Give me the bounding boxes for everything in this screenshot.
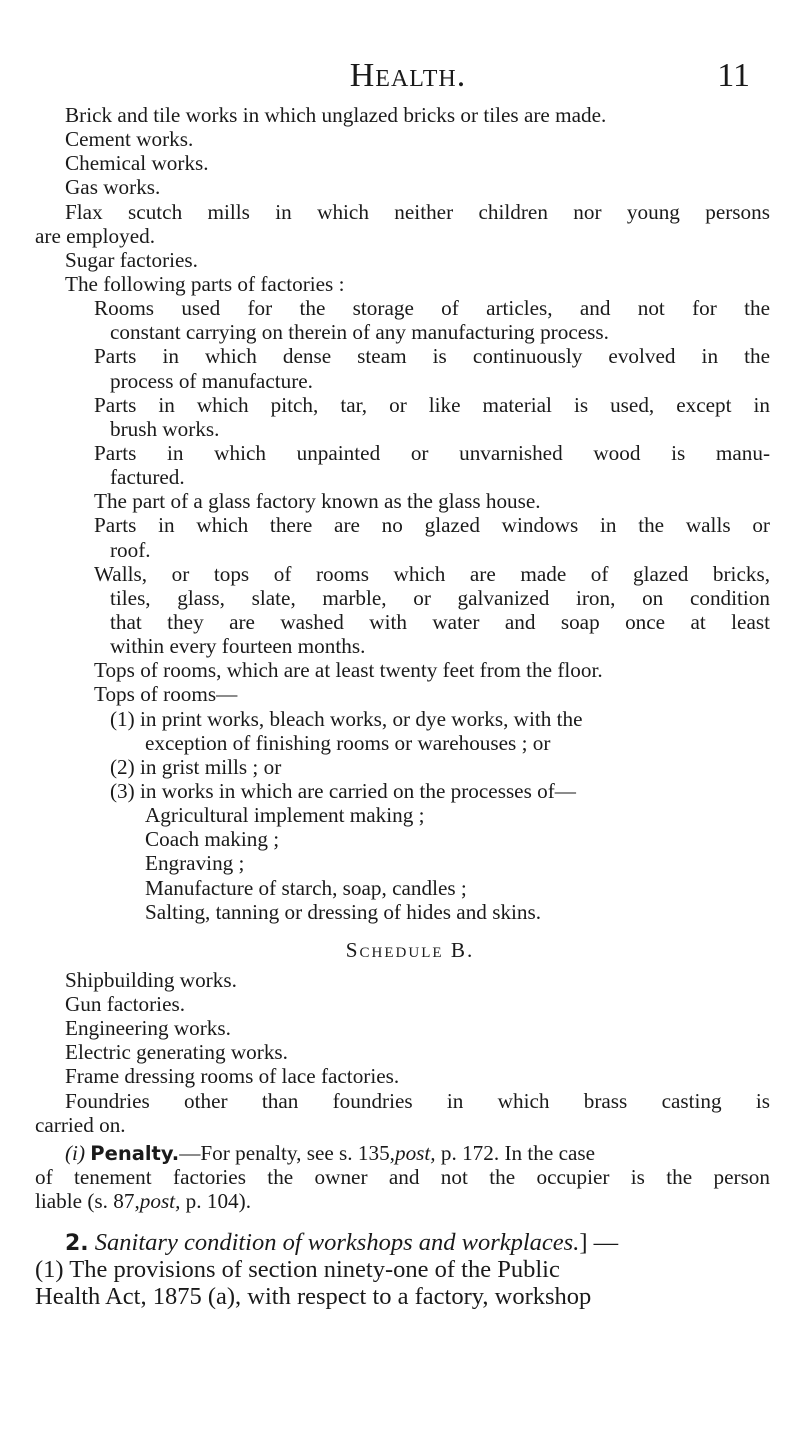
- text-line: within every fourteen months.: [110, 634, 366, 659]
- post-reference: post,: [394, 1140, 436, 1165]
- text-line: Rooms used for the storage of articles, and not for the: [94, 296, 770, 321]
- penalty-marker: (i): [65, 1140, 85, 1165]
- penalty-text: liable (s. 87,: [35, 1189, 140, 1214]
- text-line: Manufacture of starch, soap, candles ;: [145, 875, 467, 900]
- text-line: Engineering works.: [65, 1016, 231, 1041]
- penalty-line-3: [0, 1189, 800, 1213]
- running-title: Health.: [349, 57, 467, 94]
- penalty-text: p. 104).: [185, 1189, 251, 1214]
- post-reference: post,: [139, 1189, 181, 1214]
- text-line: tiles, glass, slate, marble, or galvanized iron, on condition: [110, 585, 770, 610]
- text-line: Health Act, 1875 (a), with respect to a factory, workshop: [35, 1283, 592, 1311]
- text-line: that they are washed with water and soap once at least: [110, 609, 770, 634]
- text-line: Flax scutch mills in which neither children nor young persons: [65, 199, 770, 224]
- text-line: Parts in which there are no glazed windows in the walls or: [94, 513, 770, 538]
- section-title-end: ] —: [579, 1229, 619, 1257]
- text-line: Agricultural implement making ;: [145, 803, 425, 828]
- penalty-text: p. 172. In the case: [440, 1140, 596, 1165]
- text-line: Cement works.: [65, 127, 194, 152]
- text-line: Tops of rooms—: [94, 682, 238, 707]
- text-line: roof.: [110, 537, 151, 562]
- text-line: Coach making ;: [145, 827, 280, 852]
- text-line: are employed.: [35, 223, 156, 248]
- text-line: exception of finishing rooms or warehouses ; or: [145, 730, 551, 755]
- text-line: Salting, tanning or dressing of hides and skins.: [145, 899, 542, 924]
- text-line: Shipbuilding works.: [65, 967, 237, 992]
- body-text: [0, 103, 800, 1310]
- penalty-line-1: [0, 1141, 800, 1165]
- text-line: (2) in grist mills ; or: [110, 754, 282, 779]
- text-line: carried on.: [35, 1112, 126, 1137]
- penalty-label: Penalty.: [90, 1141, 180, 1165]
- section-2-heading: [0, 1229, 800, 1256]
- text-line: (3) in works in which are carried on the processes of—: [110, 778, 576, 803]
- section-number: 2.: [65, 1231, 89, 1257]
- section-2: [0, 1229, 800, 1310]
- text-line: Gun factories.: [65, 992, 186, 1017]
- page-number: 11: [717, 57, 750, 94]
- text-line: Brick and tile works in which unglazed bricks or tiles are made.: [65, 103, 607, 127]
- text-line: Frame dressing rooms of lace factories.: [65, 1064, 400, 1089]
- text-line: Walls, or tops of rooms which are made of glazed bricks,: [94, 561, 770, 586]
- text-line: brush works.: [110, 416, 220, 441]
- text-line: (1) The provisions of section ninety-one of the Public: [35, 1256, 560, 1284]
- text-line: of tenement factories the owner and not the occupier is the person: [35, 1165, 770, 1190]
- text-line: Electric generating works.: [65, 1040, 288, 1065]
- text-line: Sugar factories.: [65, 247, 198, 272]
- running-header: [0, 56, 800, 96]
- text-line: Tops of rooms, which are at least twenty feet from the floor.: [94, 658, 603, 683]
- text-line: Gas works.: [65, 175, 161, 200]
- section-title: Sanitary condition of workshops and workplaces.: [94, 1229, 580, 1257]
- text-line: Chemical works.: [65, 151, 209, 176]
- text-line: Foundries other than foundries in which brass casting is: [65, 1088, 770, 1113]
- text-line: constant carrying on therein of any manufacturing process.: [110, 320, 609, 345]
- text-line: Parts in which pitch, tar, or like material is used, except in: [94, 392, 770, 417]
- penalty-text: —For penalty, see s. 135,: [179, 1140, 395, 1165]
- text-line: Engraving ;: [145, 851, 245, 876]
- text-line: The following parts of factories :: [65, 271, 345, 296]
- text-line: process of manufacture.: [110, 368, 313, 393]
- text-line: factured.: [110, 465, 185, 490]
- text-line: Parts in which dense steam is continuously evolved in the: [94, 344, 770, 369]
- schedule-b-heading: Schedule B.: [345, 937, 475, 962]
- text-line: (1) in print works, bleach works, or dye works, with the: [110, 706, 583, 731]
- text-line: Parts in which unpainted or unvarnished wood is manu-: [94, 440, 770, 465]
- text-line: The part of a glass factory known as the glass house.: [94, 489, 541, 514]
